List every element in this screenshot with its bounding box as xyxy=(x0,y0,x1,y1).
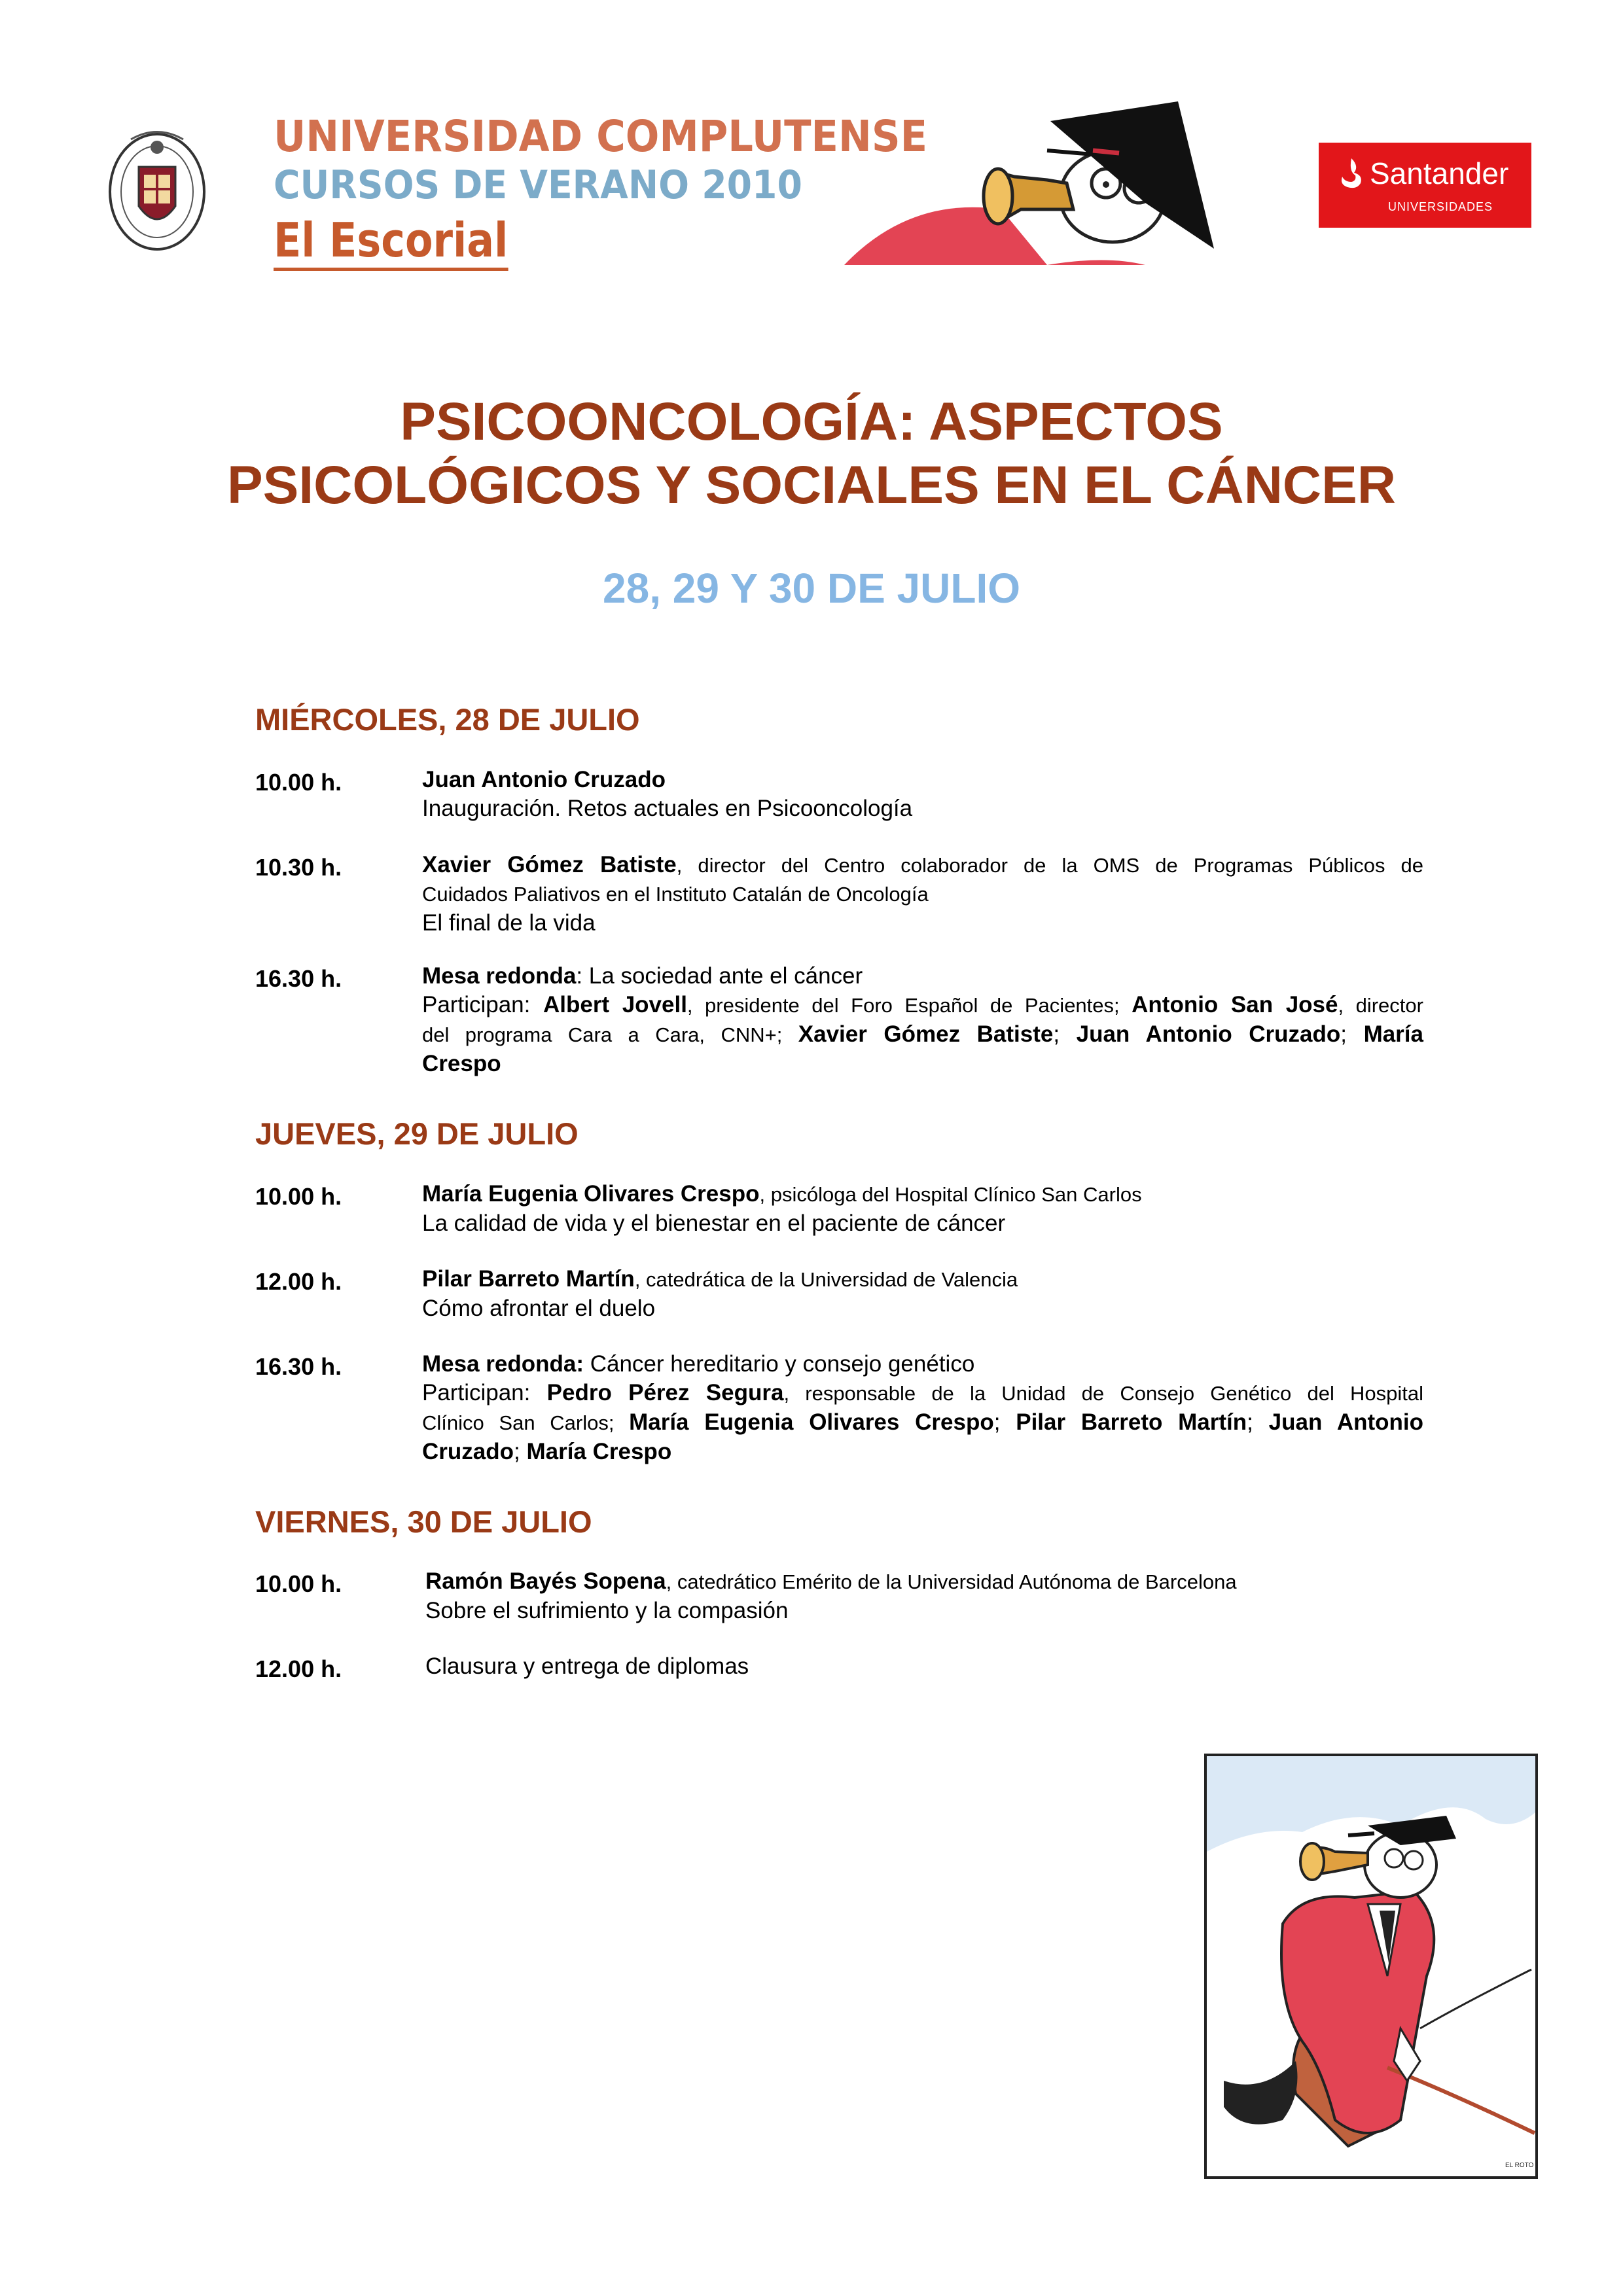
participant-name: Juan Antonio xyxy=(1268,1409,1423,1435)
speaker-name: Xavier Gómez Batiste xyxy=(422,852,677,877)
day-heading-wednesday: MIÉRCOLES, 28 DE JULIO xyxy=(255,702,640,737)
speaker-role: , psicóloga del Hospital Clínico San Carlos xyxy=(759,1183,1142,1206)
session-details xyxy=(425,1567,1427,1625)
ucm-summer-courses-wordmark xyxy=(274,105,928,275)
session-time: 12.00 h. xyxy=(255,1268,342,1295)
round-table-label: Mesa redonda: xyxy=(422,1351,584,1377)
participant-name: Albert Jovell xyxy=(543,992,687,1017)
participant-name: Crespo xyxy=(422,1051,501,1076)
participants-line: Participan: Pedro Pérez Segura, responsable de la Unidad de Consejo Genético del Hospital xyxy=(422,1380,1424,1405)
participant-name: Juan Antonio Cruzado xyxy=(1076,1021,1341,1047)
participants-line: Clínico San Carlos; María Eugenia Olivares Crespo; Pilar Barreto Martín; Juan Antonio xyxy=(422,1409,1423,1435)
speaker-name: María Eugenia Olivares Crespo xyxy=(422,1181,760,1207)
session-topic: Cáncer hereditario y consejo genético xyxy=(584,1351,975,1377)
wordmark-location: El Escorial xyxy=(274,213,508,268)
wordmark-courses: CURSOS DE VERANO 2010 xyxy=(274,162,802,208)
course-title-line-2: PSICOLÓGICOS Y SOCIALES EN EL CÁNCER xyxy=(226,455,1397,515)
participant-name: Xavier Gómez Batiste xyxy=(798,1021,1054,1047)
session-time: 10.30 h. xyxy=(255,854,342,881)
session-time: 12.00 h. xyxy=(255,1655,342,1682)
session-topic: Inauguración. Retos actuales en Psicooncología xyxy=(422,796,913,821)
speaker-role: , catedrática de la Universidad de Valencia xyxy=(634,1268,1018,1291)
day-heading-friday: VIERNES, 30 DE JULIO xyxy=(255,1504,592,1539)
session-time: 10.00 h. xyxy=(255,1570,342,1597)
participants-line: Participan: Albert Jovell, presidente del Foro Español de Pacientes; Antonio San José, director xyxy=(422,992,1423,1017)
wordmark-university: UNIVERSIDAD COMPLUTENSE xyxy=(274,111,928,162)
session-details xyxy=(422,1265,1423,1323)
speaker-line xyxy=(422,851,1423,880)
illustration-signature: EL ROTO xyxy=(1505,2162,1534,2169)
round-table-label: Mesa redonda xyxy=(422,963,577,989)
trumpet-player-illustration xyxy=(1204,1754,1538,2179)
session-time: 16.30 h. xyxy=(255,965,342,992)
participant-name: María Eugenia Olivares Crespo xyxy=(629,1409,994,1435)
session-time: 10.00 h. xyxy=(255,769,342,796)
santander-universidades-logo xyxy=(1319,143,1531,228)
round-table-details xyxy=(422,962,1423,1078)
session-topic: Clausura y entrega de diplomas xyxy=(425,1653,749,1679)
university-seal-logo xyxy=(105,128,209,255)
session-topic: El final de la vida xyxy=(422,910,596,936)
session-topic: : La sociedad ante el cáncer xyxy=(576,963,863,989)
santander-subtitle: UNIVERSIDADES xyxy=(1388,200,1493,213)
course-title-line-1: PSICOONCOLOGÍA: ASPECTOS xyxy=(400,392,1223,451)
session-topic: Sobre el sufrimiento y la compasión xyxy=(425,1598,789,1623)
course-dates: 28, 29 Y 30 DE JULIO xyxy=(603,565,1020,612)
speaker-role-cont: Cuidados Paliativos en el Instituto Catalán de Oncología xyxy=(422,883,929,906)
day-heading-thursday: JUEVES, 29 DE JULIO xyxy=(255,1116,579,1151)
santander-flame-icon xyxy=(1337,157,1366,190)
participant-name: Pilar Barreto Martín xyxy=(1016,1409,1247,1435)
speaker-name: Pilar Barreto Martín xyxy=(422,1266,635,1292)
session-topic: Cómo afrontar el duelo xyxy=(422,1296,656,1321)
speaker-role: , director del Centro colaborador de la OMS de Programas Públicos de xyxy=(676,854,1424,877)
session-details xyxy=(422,851,1423,938)
header-trumpet-illustration xyxy=(831,98,1243,268)
session-topic: La calidad de vida y el bienestar en el paciente de cáncer xyxy=(422,1210,1006,1236)
session-details xyxy=(422,766,1423,823)
speaker-name: Juan Antonio Cruzado xyxy=(422,767,666,792)
session-time: 16.30 h. xyxy=(255,1353,342,1380)
participant-name: Antonio San José xyxy=(1132,992,1338,1017)
participant-name: María xyxy=(1363,1021,1423,1047)
session-details xyxy=(422,1180,1423,1238)
session-details xyxy=(425,1652,1427,1681)
participant-name: Pedro Pérez Segura xyxy=(546,1380,784,1405)
speaker-name: Ramón Bayés Sopena xyxy=(425,1568,666,1594)
santander-name: Santander xyxy=(1370,156,1509,190)
session-time: 10.00 h. xyxy=(255,1183,342,1210)
participant-name: Cruzado xyxy=(422,1439,514,1464)
participants-line: del programa Cara a Cara, CNN+; Xavier Gómez Batiste; Juan Antonio Cruzado; María xyxy=(422,1021,1423,1047)
participant-name: María Crespo xyxy=(526,1439,672,1464)
round-table-details: Mesa redonda: Cáncer hereditario y consejo genético Participan: Pedro Pérez Segura, responsable de la Unidad de Consejo Genético del Hospital Clínico San Carlos; María Eugenia Olivares Crespo; Pilar Barreto Martín; Juan Antonio Cruzado; María Crespo xyxy=(422,1351,1424,1464)
speaker-role: , catedrático Emérito de la Universidad Autónoma de Barcelona xyxy=(666,1570,1237,1593)
